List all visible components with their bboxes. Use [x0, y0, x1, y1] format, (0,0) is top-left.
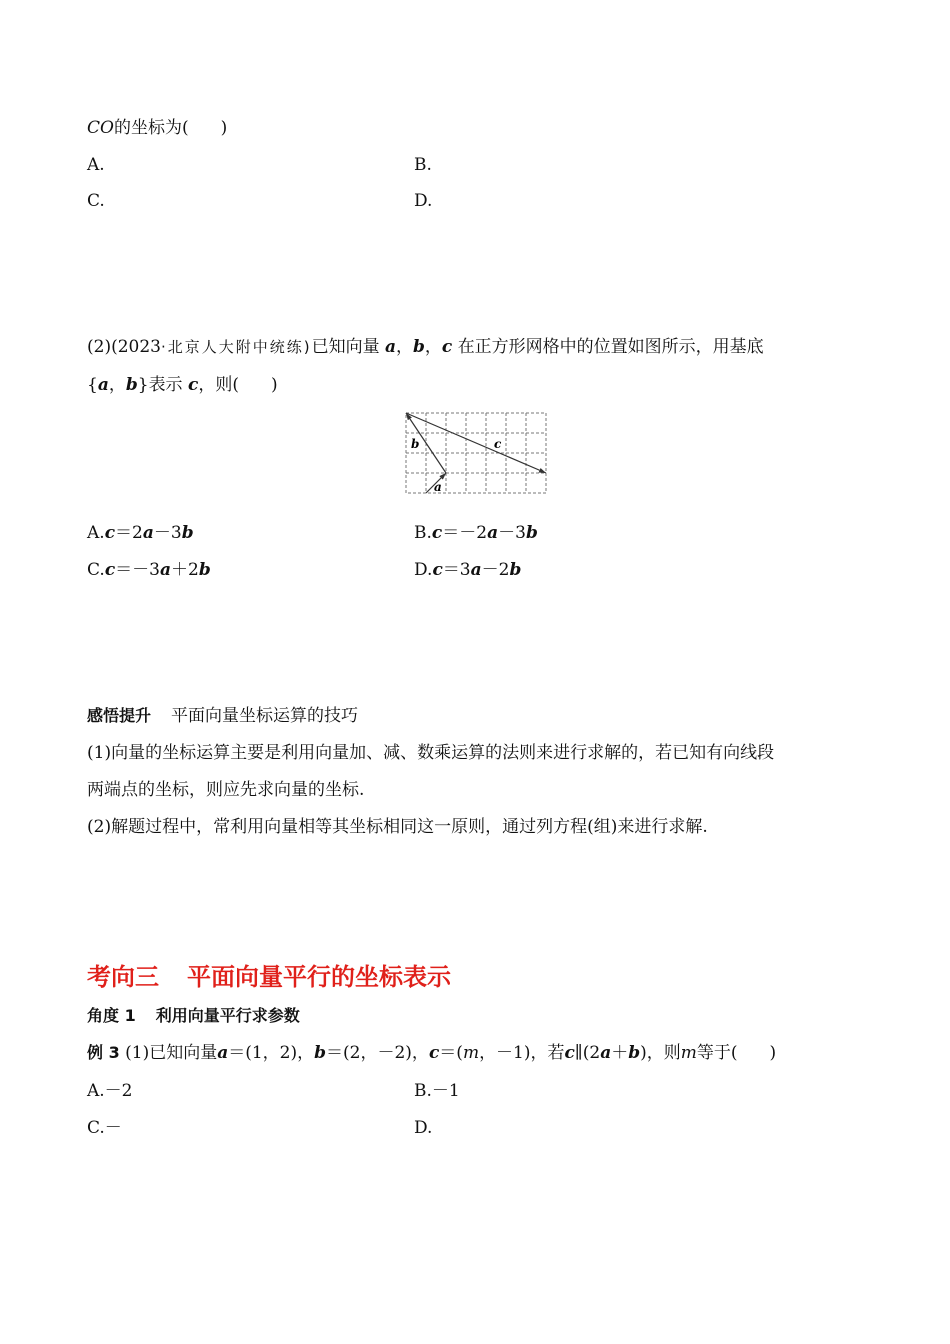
example3-stem: 例 3 (1)已知向量a＝(1，2)，b＝(2，－2)，c＝(m，－1)，若c∥(2a＋b)，则m等于( ) [87, 1043, 777, 1063]
q2-option-a: A.c＝2a－3b [87, 523, 194, 543]
vector-co: CO [87, 118, 114, 138]
vector-c-arrow [406, 413, 546, 473]
q2-stem-line1: (2)(2023·北京人大附中统练)已知向量 a，b，c 在正方形网格中的位置如图所示，用基底 [87, 337, 764, 357]
q1-option-a: A. [87, 155, 105, 175]
example3-option-d: D. [414, 1118, 433, 1138]
insight-line-3: (2)解题过程中，常利用向量相等其坐标相同这一原则，通过列方程(组)来进行求解. [87, 817, 708, 837]
q2-option-d: D.c＝3a－2b [414, 560, 522, 580]
label-b: b [411, 437, 420, 451]
q1-option-c: C. [87, 191, 105, 211]
label-a: a [434, 480, 442, 494]
insight-title: 平面向量坐标运算的技巧 [171, 706, 359, 726]
q2-option-b: B.c＝－2a－3b [414, 523, 538, 543]
section-heading: 考向三 平面向量平行的坐标表示 [87, 963, 451, 991]
insight-line-2: 两端点的坐标，则应先求向量的坐标. [87, 780, 365, 800]
q1-option-b: B. [414, 155, 432, 175]
vector-grid-figure [404, 411, 549, 497]
q1-stem: CO的坐标为( ) [87, 118, 228, 138]
insight-heading [87, 706, 358, 726]
grid-lines [406, 413, 546, 493]
angle-heading: 角度 1 利用向量平行求参数 [87, 1006, 300, 1025]
q2-stem-line2: {a，b}表示 c，则( ) [87, 375, 278, 395]
example3-option-b: B.－1 [414, 1081, 460, 1101]
q1-option-d: D. [414, 191, 433, 211]
label-c: c [494, 437, 502, 451]
insight-label: 感悟提升 [87, 706, 152, 725]
example3-option-c: C.－ [87, 1118, 122, 1138]
q2-option-c: C.c＝－3a＋2b [87, 560, 211, 580]
insight-line-1: (1)向量的坐标运算主要是利用向量加、减、数乘运算的法则来进行求解的，若已知有向线段 [87, 743, 775, 763]
example3-option-a: A.－2 [87, 1081, 133, 1101]
